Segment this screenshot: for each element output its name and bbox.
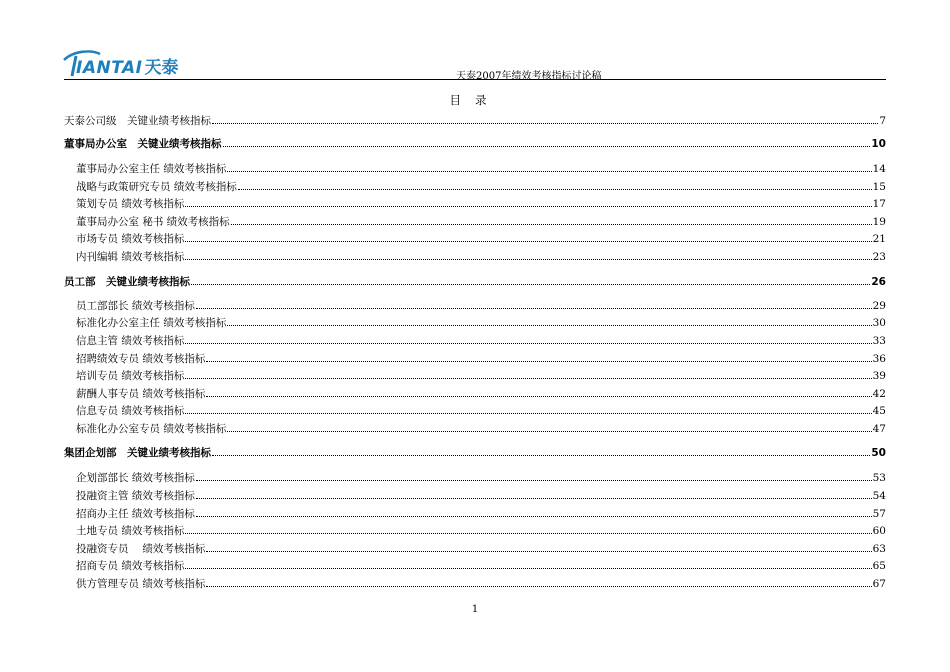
toc-entry[interactable] <box>76 352 886 366</box>
toc-leader-dots <box>227 170 871 172</box>
toc-entry[interactable] <box>76 250 886 264</box>
toc-leader-dots <box>206 395 871 397</box>
toc-entry-page: 53 <box>872 472 886 484</box>
toc-entry-label: 董事局办公室主任 绩效考核指标 <box>76 163 227 175</box>
toc-entry-label: 市场专员 绩效考核指标 <box>76 233 185 245</box>
toc-entry[interactable] <box>76 334 886 348</box>
toc-entry[interactable] <box>76 524 886 538</box>
toc-entry-label: 员工部 关键业绩考核指标 <box>64 276 190 288</box>
toc-entry[interactable] <box>76 471 886 485</box>
toc-entry-page: 21 <box>872 233 886 245</box>
toc-entry-page: 47 <box>872 423 886 435</box>
toc-leader-dots <box>196 515 872 517</box>
toc-entry-label: 员工部部长 绩效考核指标 <box>76 300 195 312</box>
toc-leader-dots <box>185 567 871 569</box>
toc-entry[interactable] <box>76 542 886 556</box>
toc-entry[interactable] <box>64 137 886 151</box>
toc-leader-dots <box>212 454 870 456</box>
company-logo <box>64 54 178 78</box>
toc-entry-label: 信息专员 绩效考核指标 <box>76 405 185 417</box>
logo-chinese-text: 天泰 <box>144 58 179 78</box>
toc-entry[interactable] <box>64 275 886 289</box>
toc-leader-dots <box>185 377 871 379</box>
toc-entry[interactable] <box>76 489 886 503</box>
toc-entry-page: 33 <box>872 335 886 347</box>
toc-entry-label: 董事局办公室 秘书 绩效考核指标 <box>76 216 230 228</box>
toc-entry-page: 65 <box>872 560 886 572</box>
toc-entry-label: 战略与政策研究专员 绩效考核指标 <box>76 181 237 193</box>
toc-entry-page: 45 <box>872 405 886 417</box>
toc-entry-page: 39 <box>872 370 886 382</box>
toc-entry-page: 67 <box>872 578 886 590</box>
toc-entry-label: 企划部部长 绩效考核指标 <box>76 472 195 484</box>
toc-entry-page: 26 <box>871 276 886 288</box>
toc-entry[interactable] <box>76 507 886 521</box>
toc-entry[interactable] <box>76 180 886 194</box>
toc-leader-dots <box>185 412 871 414</box>
toc-entry-page: 23 <box>872 251 886 263</box>
toc-entry-label: 招商办主任 绩效考核指标 <box>76 508 195 520</box>
toc-leader-dots <box>196 307 872 309</box>
toc-entry[interactable] <box>76 422 886 436</box>
toc-leader-dots <box>191 283 870 285</box>
toc-leader-dots <box>206 585 871 587</box>
toc-leader-dots <box>196 479 872 481</box>
toc-entry-label: 策划专员 绩效考核指标 <box>76 198 185 210</box>
toc-entry-label: 招聘绩效专员 绩效考核指标 <box>76 353 206 365</box>
toc-leader-dots <box>185 240 871 242</box>
toc-entry-label: 集团企划部 关键业绩考核指标 <box>64 447 211 459</box>
toc-entry-label: 培训专员 绩效考核指标 <box>76 370 185 382</box>
toc-entry-label: 内刊编辑 绩效考核指标 <box>76 251 185 263</box>
toc-leader-dots <box>227 324 871 326</box>
toc-entry-label: 供方管理专员 绩效考核指标 <box>76 578 206 590</box>
toc-entry-page: 60 <box>872 525 886 537</box>
toc-leader-dots <box>206 550 871 552</box>
toc-entry[interactable] <box>76 404 886 418</box>
toc-leader-dots <box>223 145 871 147</box>
toc-leader-dots <box>212 122 878 124</box>
toc-entry[interactable] <box>76 197 886 211</box>
toc-leader-dots <box>238 188 872 190</box>
toc-entry-page: 15 <box>872 181 886 193</box>
header-divider <box>64 79 886 80</box>
toc-leader-dots <box>231 223 872 225</box>
toc-entry-page: 57 <box>872 508 886 520</box>
toc-entry[interactable] <box>76 232 886 246</box>
toc-entry-page: 7 <box>879 115 886 127</box>
toc-leader-dots <box>185 532 871 534</box>
toc-entry[interactable] <box>76 577 886 591</box>
toc-leader-dots <box>185 258 871 260</box>
toc-leader-dots <box>227 430 871 432</box>
toc-entry-label: 薪酬人事专员 绩效考核指标 <box>76 388 206 400</box>
toc-entry-page: 30 <box>872 317 886 329</box>
toc-entry-page: 14 <box>872 163 886 175</box>
toc-entry-label: 信息主管 绩效考核指标 <box>76 335 185 347</box>
toc-entry-label: 标准化办公室主任 绩效考核指标 <box>76 317 227 329</box>
toc-entry-label: 标准化办公室专员 绩效考核指标 <box>76 423 227 435</box>
document-header-title: 天泰2007年绩效考核指标讨论稿 <box>456 71 602 82</box>
toc-entry-page: 63 <box>872 543 886 555</box>
toc-entry-label: 招商专员 绩效考核指标 <box>76 560 185 572</box>
toc-entry-label: 天泰公司级 关键业绩考核指标 <box>64 115 211 127</box>
toc-entry-page: 29 <box>872 300 886 312</box>
toc-entry-page: 54 <box>872 490 886 502</box>
toc-entry-page: 42 <box>872 388 886 400</box>
toc-entry[interactable] <box>76 369 886 383</box>
toc-entry-page: 17 <box>872 198 886 210</box>
toc-entry-page: 50 <box>871 447 886 459</box>
toc-entry[interactable] <box>76 299 886 313</box>
toc-entry-page: 36 <box>872 353 886 365</box>
toc-entry[interactable] <box>64 446 886 460</box>
toc-entry[interactable] <box>76 162 886 176</box>
toc-title: 目录 <box>449 93 501 107</box>
toc-entry-label: 董事局办公室 关键业绩考核指标 <box>64 138 222 150</box>
page-number: 1 <box>471 604 479 615</box>
page-header <box>64 52 886 80</box>
toc-entry[interactable] <box>76 559 886 573</box>
toc-entry[interactable] <box>64 114 886 128</box>
toc-entry[interactable] <box>76 215 886 229</box>
toc-entry-label: 投融资专员 绩效考核指标 <box>76 543 206 555</box>
toc-leader-dots <box>206 360 871 362</box>
toc-entry[interactable] <box>76 316 886 330</box>
toc-entry-label: 土地专员 绩效考核指标 <box>76 525 185 537</box>
toc-entry-page: 19 <box>872 216 886 228</box>
toc-entry-page: 10 <box>871 138 886 150</box>
logo-swoosh-icon <box>62 48 102 78</box>
toc-entry-label: 投融资主管 绩效考核指标 <box>76 490 195 502</box>
logo-text: IANTAI <box>76 58 143 78</box>
toc-leader-dots <box>185 342 871 344</box>
toc-leader-dots <box>185 205 871 207</box>
toc-entry[interactable] <box>76 387 886 401</box>
toc-leader-dots <box>196 497 872 499</box>
